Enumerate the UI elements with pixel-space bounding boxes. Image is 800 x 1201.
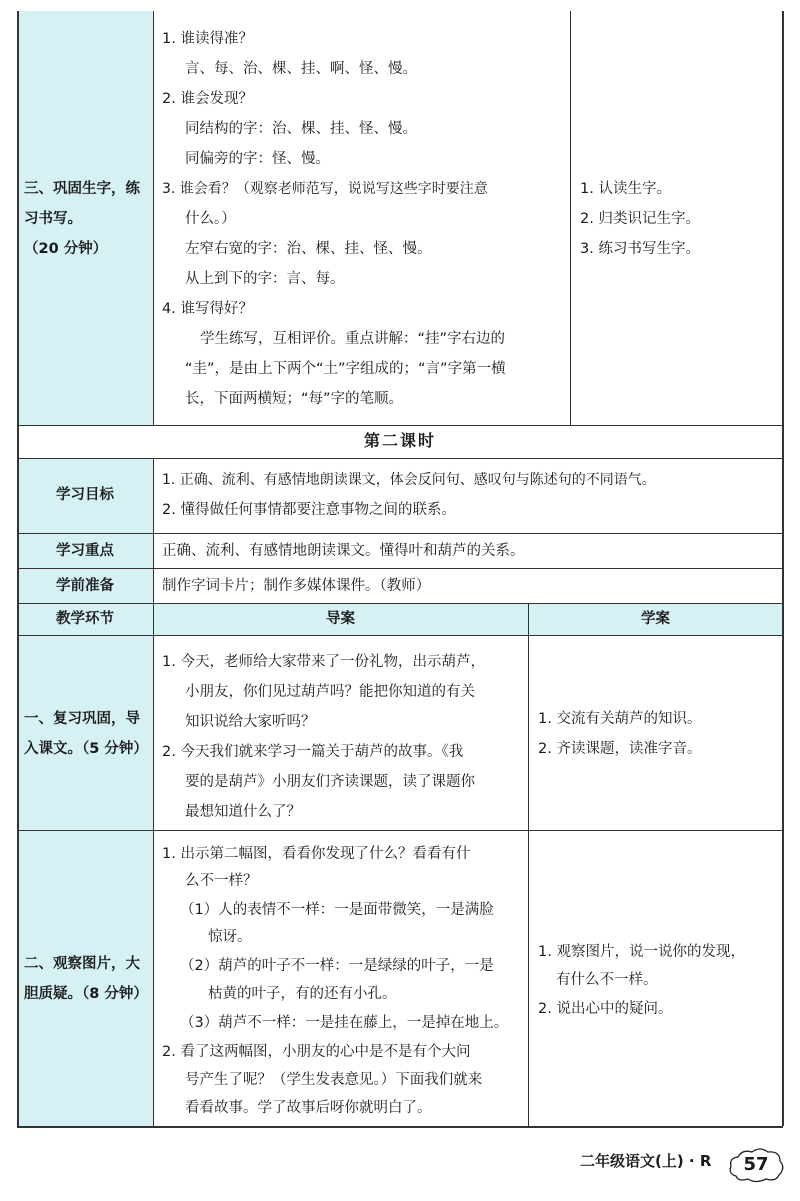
page-number: 57 [743, 1154, 769, 1175]
focus-label: 学习重点 [56, 543, 114, 559]
header-col-steps: 教学环节 [56, 611, 114, 627]
book-title: 二年级语文(上) · R [580, 1152, 712, 1170]
section2-label-cell [17, 830, 153, 1126]
goals-line-1: 1. 正确、流利、有感情地朗读课文，体会反问句、感叹句与陈述句的不同语气。 [162, 472, 656, 488]
prep-label: 学前准备 [56, 578, 114, 594]
focus-text: 正确、流利、有感情地朗读课文。懂得叶和葫芦的关系。 [162, 543, 525, 559]
goals-label: 学习目标 [56, 487, 114, 503]
section1-label-cell [17, 635, 153, 830]
header-col-study: 学案 [641, 611, 670, 627]
header-col-guide: 导案 [326, 611, 355, 627]
prep-text: 制作字词卡片；制作多媒体课件。（教师） [162, 578, 431, 594]
lesson2-title: 第二课时 [363, 431, 436, 450]
goals-line-2: 2. 懂得做任何事情都要注意事物之间的联系。 [162, 502, 456, 518]
